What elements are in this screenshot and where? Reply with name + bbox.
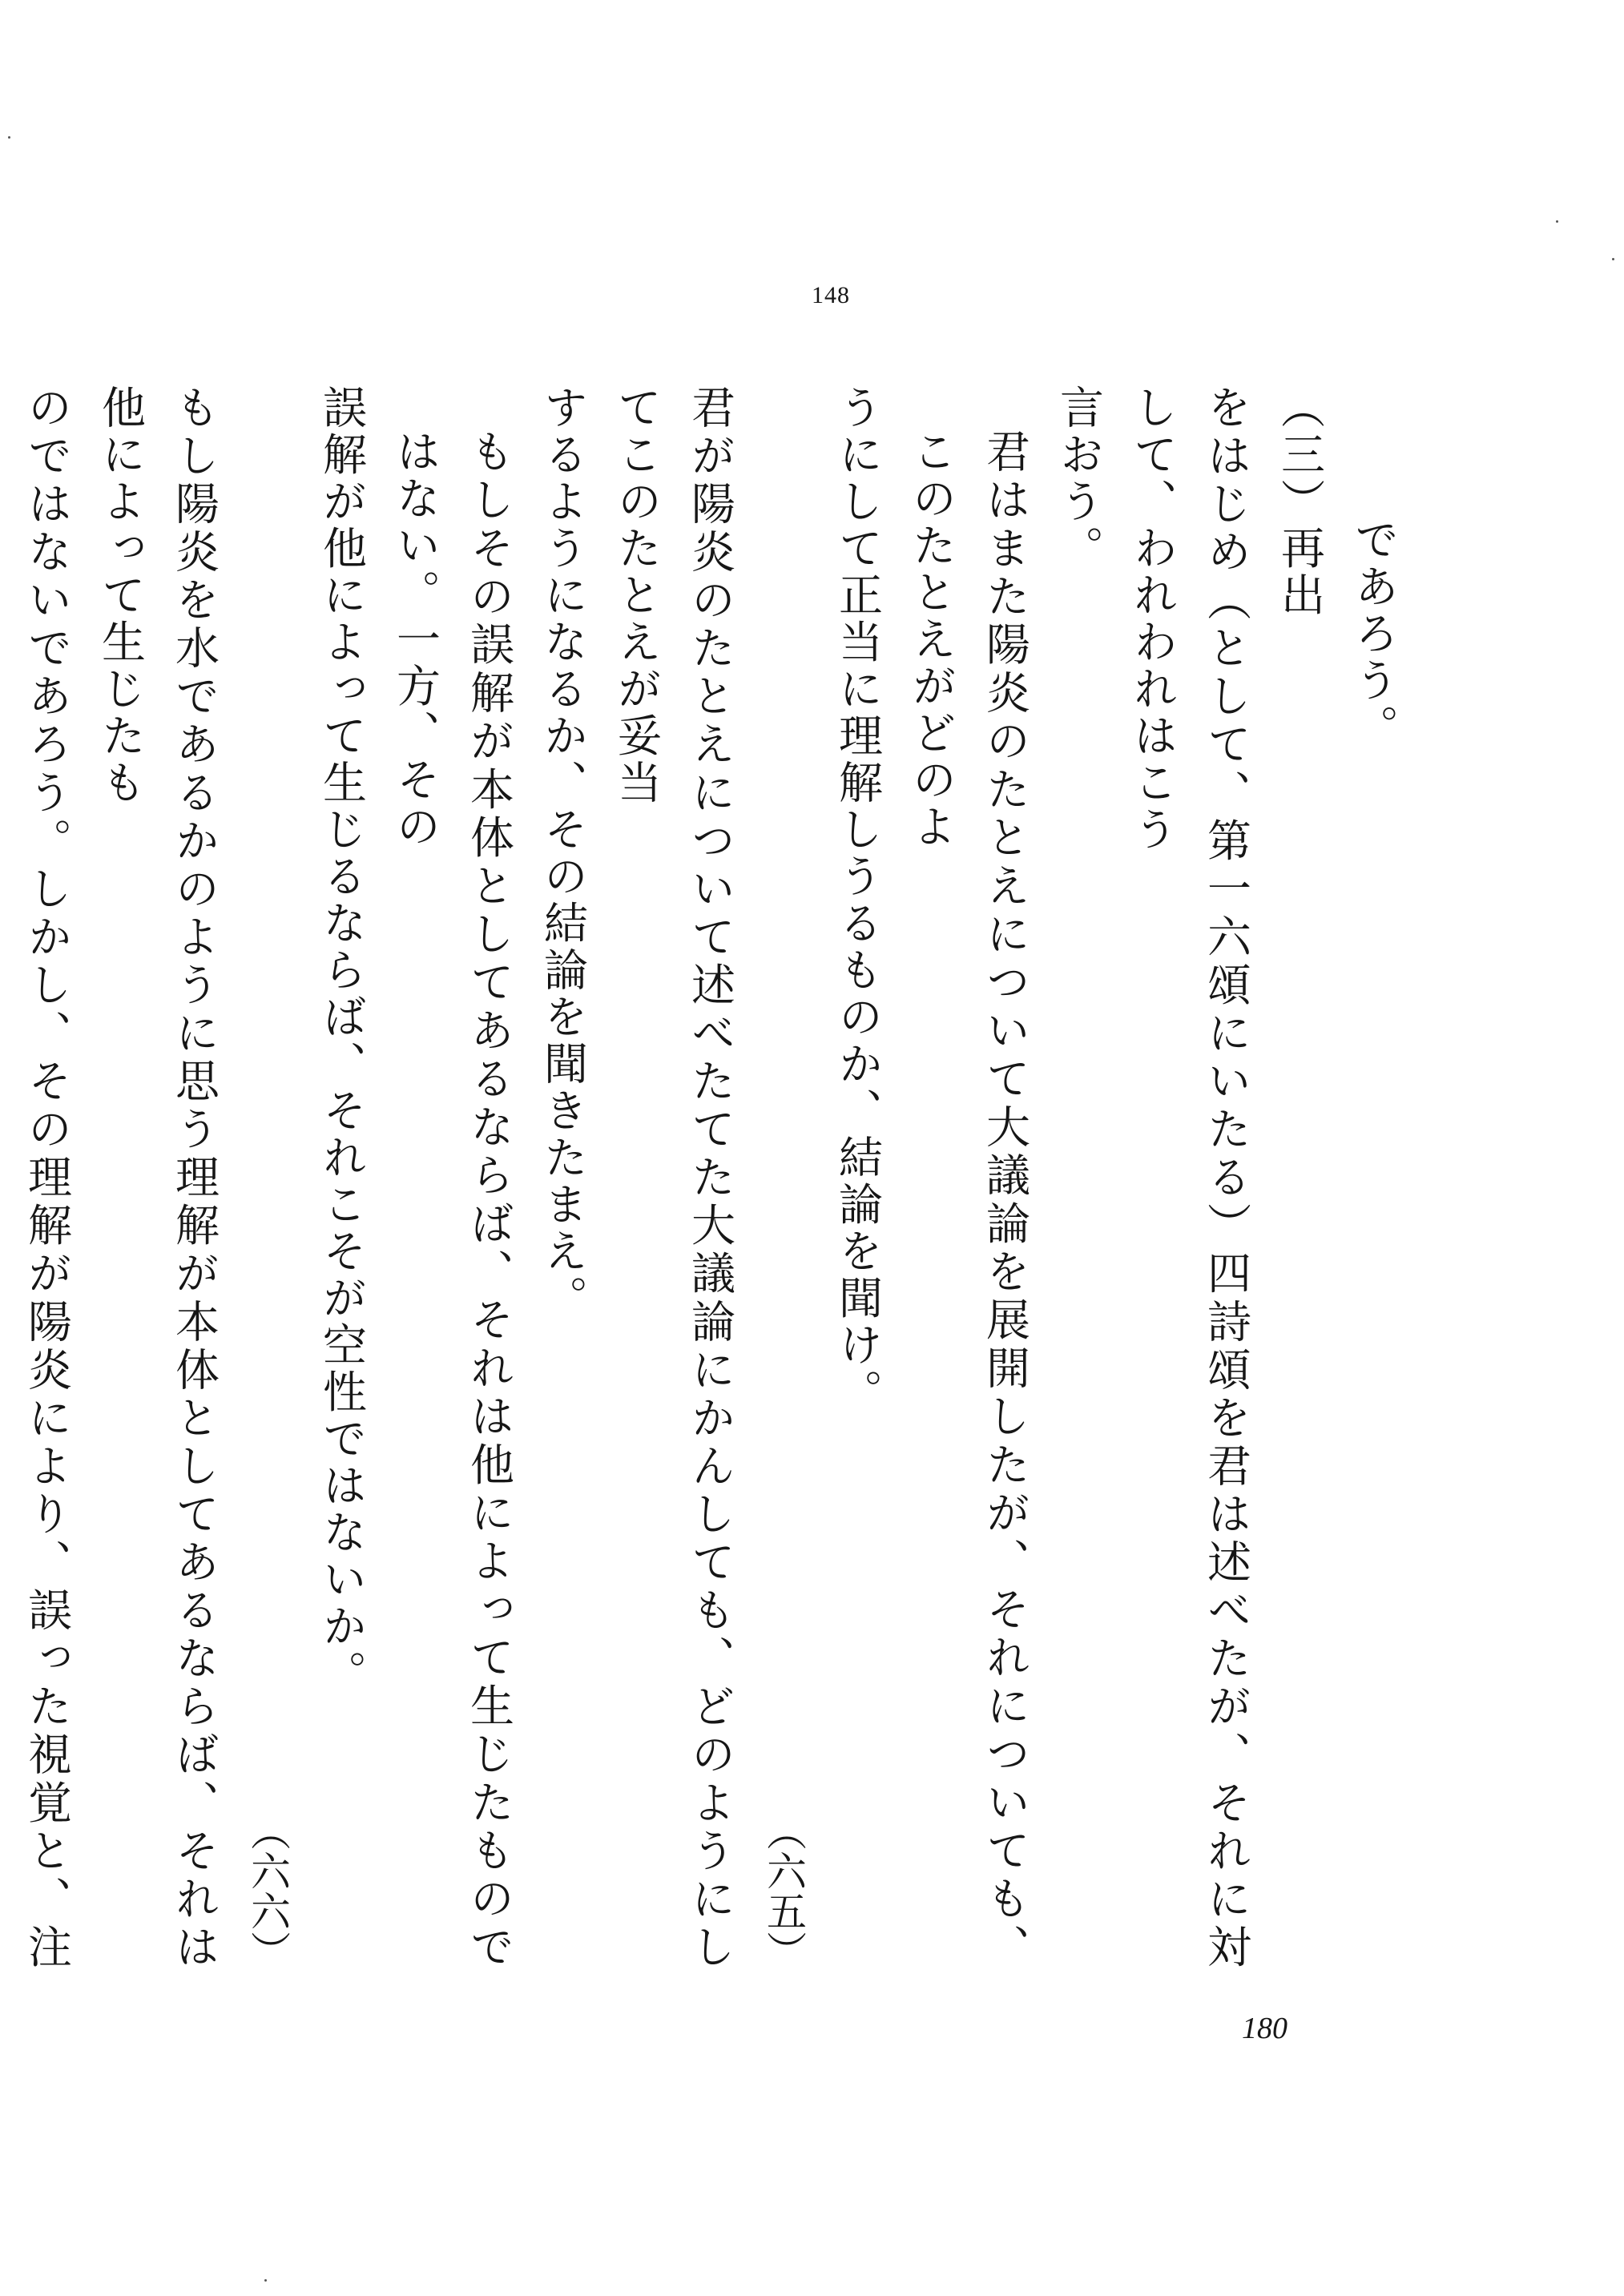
scan-speck bbox=[1556, 220, 1558, 223]
text-column: もしその誤解が本体としてあるならば、それは他によって生じたものではない。一方、その bbox=[389, 429, 514, 1971]
scan-speck bbox=[1612, 258, 1614, 260]
scan-speck bbox=[8, 136, 10, 139]
text-column-content: 誤解が他によって生じるならば、それこそが空性ではないか。 bbox=[316, 385, 367, 1697]
text-column: であろう。 bbox=[1348, 517, 1399, 751]
page-number-bottom: 180 bbox=[1242, 2012, 1288, 2045]
verse-number: （六五） bbox=[760, 1811, 807, 1971]
text-column: するようになるか、その結論を聞きたまえ。 bbox=[537, 385, 588, 1322]
text-column-content: うにして正当に理解しうるものか、結論を聞け。 bbox=[832, 385, 883, 1416]
text-column: 言おう。 bbox=[1053, 385, 1104, 572]
text-column: をはじめ（として、第一六頌にいたる）四詩頌を君は述べたが、それに対して、われわれはこう bbox=[1126, 385, 1251, 1971]
section-heading-row bbox=[1263, 385, 1336, 1971]
verse-number: （六六） bbox=[244, 1811, 291, 1971]
page-number-top: 148 bbox=[812, 282, 850, 308]
scan-speck bbox=[264, 2279, 267, 2282]
text-column: のではないであろう。しかし、その理解が陽炎により、誤った視覚と、注 bbox=[21, 385, 72, 1971]
text-column: 君はまた陽炎のたとえについて大議論を展開したが、それについても、このたとえがどのよ bbox=[905, 429, 1030, 1971]
text-column: 君が陽炎のたとえについて述べたてた大議論にかんしても、どのようにしてこのたとえが妥当 bbox=[611, 385, 735, 1971]
text-column bbox=[747, 385, 894, 1971]
text-column bbox=[231, 385, 378, 1971]
body-text bbox=[21, 385, 1410, 1971]
text-column: もし陽炎を水であるかのように思う理解が本体としてあるならば、それは他によって生じたも bbox=[95, 385, 220, 1971]
section-heading: （三）再出 bbox=[1274, 385, 1325, 619]
